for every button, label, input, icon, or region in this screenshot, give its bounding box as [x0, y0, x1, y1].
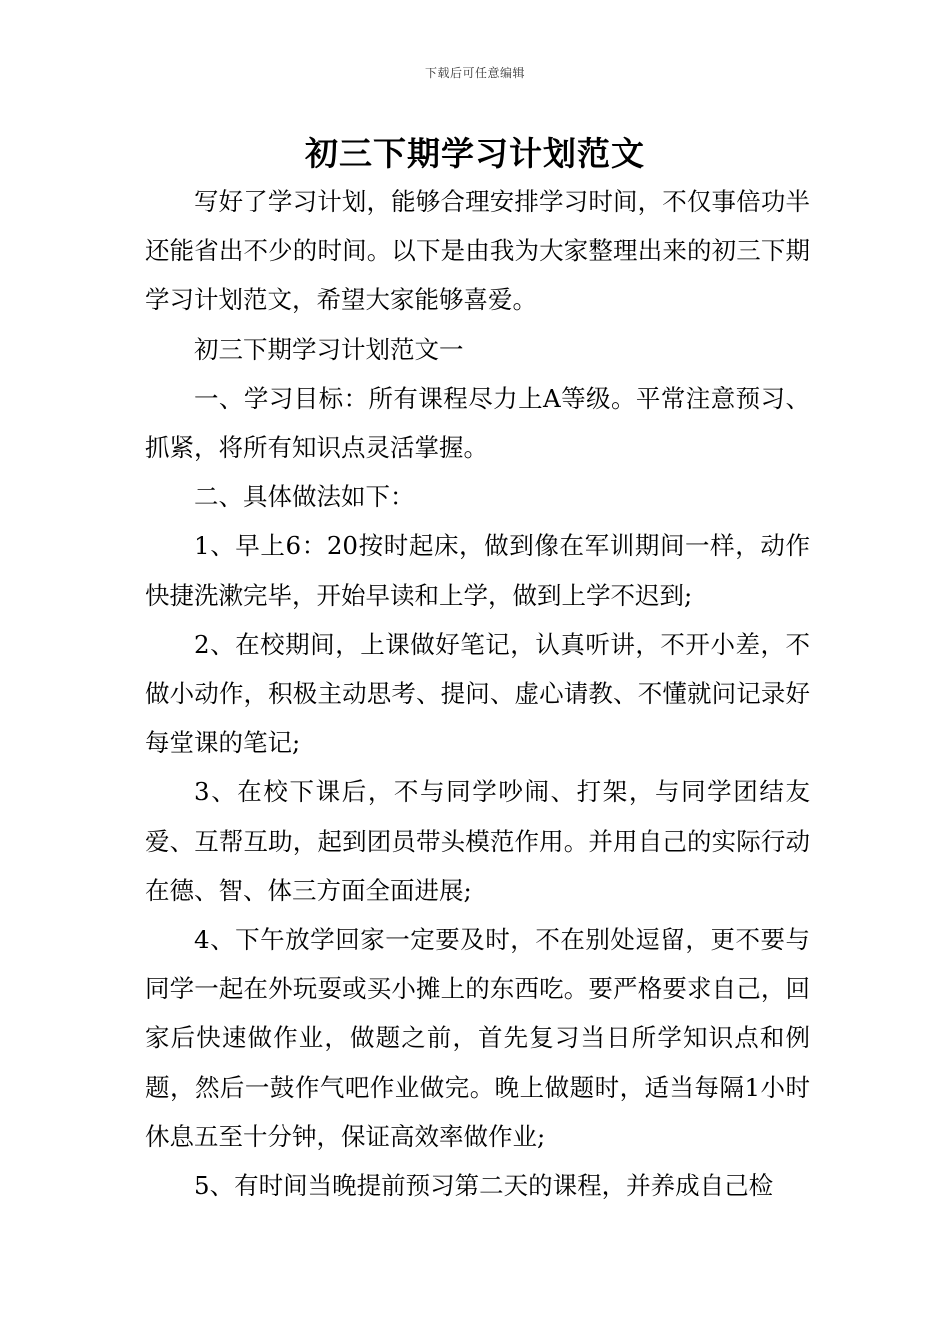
header-note: 下载后可任意编辑 — [424, 66, 525, 80]
paragraph-item-3: 3、在校下课后，不与同学吵闹、打架，与同学团结友爱、互帮互助，起到团员带头模范作用。并用自己的实际行动在德、智、体三方面全面进展; — [145, 777, 810, 905]
paragraph-item-1: 1、早上6：20按时起床，做到像在军训期间一样，动作快捷洗漱完毕，开始早读和上学，做到上学不迟到; — [145, 531, 810, 610]
section-heading: 初三下期学习计划范文一 — [194, 334, 464, 364]
paragraph-item-5: 5、有时间当晚提前预习第二天的课程，并养成自己检 — [194, 1171, 774, 1201]
document-body — [145, 177, 810, 1210]
paragraph-item-4: 4、下午放学回家一定要及时，不在别处逗留，更不要与同学一起在外玩耍或买小摊上的东西吃。要严格要求自己，回家后快速做作业，做题之前，首先复习当日所学知识点和例题，然后一鼓作气吧作业做完。晚上做题时，适当每隔1小时休息五至十分钟，保证高效率做作业; — [145, 925, 810, 1151]
paragraph-goal: 一、学习目标：所有课程尽力上A等级。平常注意预习、抓紧，将所有知识点灵活掌握。 — [145, 383, 810, 463]
intro-paragraph: 写好了学习计划，能够合理安排学习时间，不仅事倍功半还能省出不少的时间。以下是由我为大家整理出来的初三下期学习计划范文，希望大家能够喜爱。 — [145, 187, 810, 315]
paragraph-item-2: 2、在校期间，上课做好笔记，认真听讲，不开小差，不做小动作，积极主动思考、提问、虚心请教、不懂就问记录好每堂课的笔记; — [145, 629, 810, 758]
paragraph-method-heading: 二、具体做法如下： — [194, 482, 415, 512]
document-title: 初三下期学习计划范文 — [305, 134, 645, 173]
